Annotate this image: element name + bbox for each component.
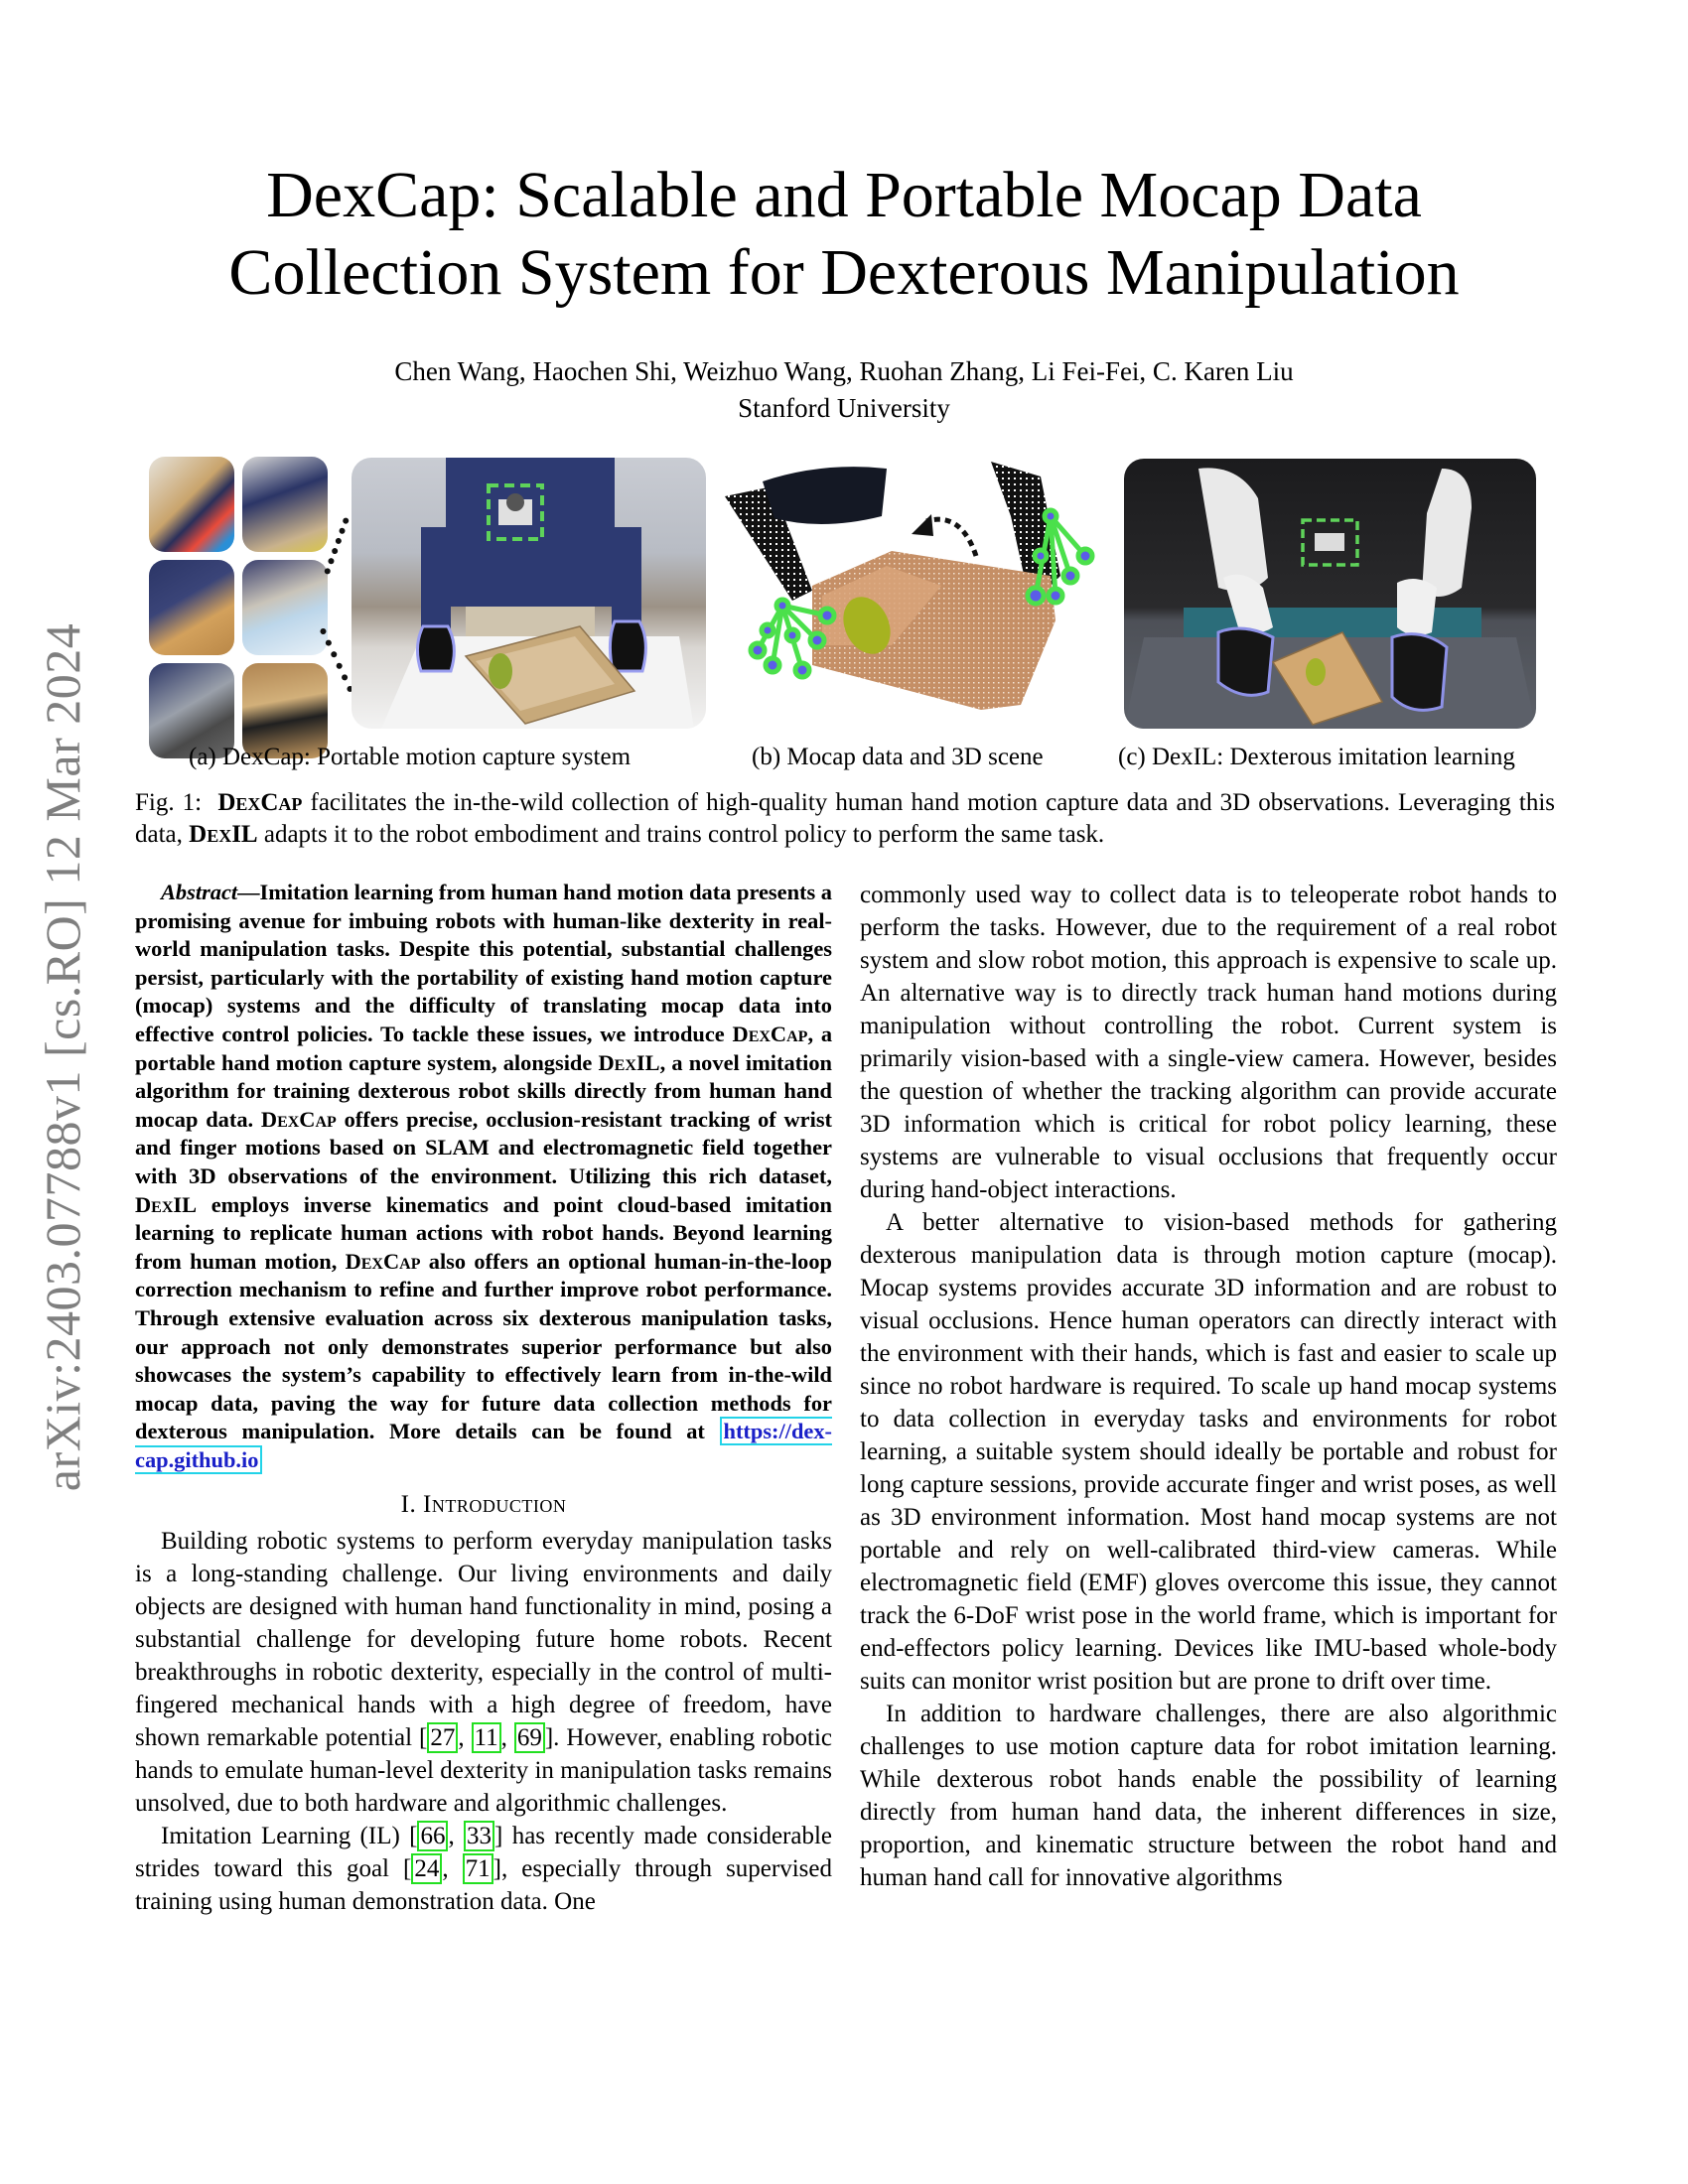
right-paragraph-3: In addition to hardware challenges, there are also algorithmic challenges to use motion capture data for robot imitation learning. While dexterous robot hands enable the possibility of learning directly from human hand data, the inherent differences in size, proportion, and kinematic structure between the robot hand and human hand call for innovative algorithms [860, 1701, 1557, 1891]
intro-paragraph-2: Imitation Learning (IL) [ 66 , 33 ] has recently made considerable strides toward this goal [ 24 , 71 ], especially through supervised training using human demonstration data. One [135, 1823, 833, 1916]
panel-b-pointcloud-scene [713, 457, 1120, 730]
paragraph-text: Imitation Learning (IL) [ [161, 1823, 418, 1850]
system-name: DexCap [732, 1021, 808, 1046]
system-name: DexCap [217, 789, 303, 816]
citation-link[interactable]: 33 [464, 1821, 494, 1851]
abstract-text: , a novel imitation algorithm for training dexterous robot skills directly from human hand mocap data. [135, 1049, 832, 1132]
citation-link[interactable]: 24 [411, 1853, 442, 1884]
panel-c-robot-photo [1124, 459, 1536, 729]
subcaption-a: (a) DexCap: Portable motion capture system [189, 744, 632, 770]
abstract-text: Imitation learning from human hand motion data presents a promising avenue for imbuing robots with human-like dexterity in real-world manipulation tasks. Despite this potential, substantial challenges persist, particularly with the portability of existing hand motion capture (mocap) systems and the difficulty of translating mocap data into effective control policies. To tackle these issues, we introduce [135, 880, 832, 1046]
section-number: I. [400, 1491, 417, 1519]
thumbnail-photo [242, 560, 328, 655]
thumbnail-photo [149, 457, 234, 552]
arxiv-identifier-stamp [28, 556, 97, 1559]
subcaption-b: (b) Mocap data and 3D scene [752, 744, 1044, 770]
section-heading-introduction [135, 1488, 832, 1521]
author-list: Chen Wang, Haochen Shi, Weizhuo Wang, Ruohan Zhang, Li Fei-Fei, C. Karen Liu [394, 356, 1294, 386]
arxiv-stamp-text: arXiv:2403.07788v1 [cs.RO] 12 Mar 2024 [35, 622, 91, 1492]
section-title: Introduction [423, 1491, 567, 1519]
bimanual-robot-illustration [1124, 459, 1536, 729]
mocap-pointcloud-illustration [713, 457, 1120, 730]
right-paragraph-2: A better alternative to vision-based methods for gathering dexterous manipulation data is through motion capture (mocap). Mocap systems provides accurate 3D information and are robust to visual occlusions. Hence human operators can directly interact with the environment with their hands, which is fast and easier to scale up since no robot hardware is required. To scale up hand mocap systems to data collection in everyday tasks and environments for robot learning, a suitable system should ideally be portable and robust for long capture sessions, provide accurate finger and wrist poses, as well as 3D environment information. Most hand mocap systems are not portable and rely on well-calibrated third-view cameras. While electromagnetic field (EMF) gloves overcome this issue, they cannot track the 6-DoF wrist pose in the world frame, which is important for end-effectors policy learning. Devices like IMU-based whole-body suits can monitor wrist position but are prone to drift over time. [860, 1209, 1557, 1695]
right-column [860, 879, 1557, 1894]
citation-link[interactable]: 71 [463, 1853, 493, 1884]
thumbnail-photo [242, 457, 328, 552]
thumbnail-photo [149, 560, 234, 655]
person-with-mocap-gloves-illustration [352, 458, 706, 729]
algorithm-name: DexIL [135, 1191, 198, 1217]
citation-link[interactable]: 27 [427, 1722, 458, 1753]
paragraph-text: Building robotic systems to perform everyday manipulation tasks is a long-standing challenge. Our living environments and daily objects are designed with human hand functionality in mind, posing a substantial challenge for developing future home robots. Recent breakthroughs in robotic dexterity, especially in the control of multi-fingered mechanical hands with a high degree of freedom, have shown remarkable potential [ [135, 1528, 832, 1752]
paper-title [149, 157, 1539, 312]
caption-text: adapts it to the robot embodiment and trains control policy to perform the same task. [257, 821, 1105, 848]
system-name: DexCap [345, 1248, 421, 1274]
caption-text: facilitates the in-the-wild collection of high-quality human hand motion capture data and 3D observations. Leveraging this data, [135, 789, 1556, 848]
affiliation: Stanford University [738, 393, 950, 423]
left-column [135, 879, 832, 1918]
paragraph-text: ], especially through supervised training using human demonstration data. One [135, 1855, 833, 1916]
abstract-dash: — [237, 880, 260, 904]
right-paragraph-1: commonly used way to collect data is to teleoperate robot hands to perform the tasks. However, due to the requirement of a real robot system and slow robot motion, this approach is expensive to scale up. An alternative way is to directly track human hand motions during manipulation without controlling the robot. Current system is primarily vision-based with a single-view camera. However, besides the question of whether the tracking algorithm can provide accurate 3D information which is critical for robot policy learning, these systems are vulnerable to visual occlusions that frequently occur during hand-object interactions. [860, 882, 1557, 1203]
figure-caption [135, 787, 1555, 851]
figure-label: Fig. 1: [135, 789, 203, 816]
panel-a-main-photo [352, 458, 706, 729]
citation-link[interactable]: 11 [472, 1722, 501, 1753]
abstract-text: employs inverse kinematics and point cloud-based imitation learning to replicate human actions with robot hands. Beyond learning from human motion, [135, 1191, 832, 1274]
citation-link[interactable]: 66 [417, 1821, 448, 1851]
abstract-text: offers precise, occlusion-resistant tracking of wrist and finger motions based on SLAM and electromagnetic field together with 3D observations of the environment. Utilizing this rich dataset, [135, 1106, 833, 1188]
algorithm-name: DexIL [189, 821, 258, 848]
figure-1 [149, 457, 1549, 735]
title-line-2: Collection System for Dexterous Manipulation [228, 236, 1460, 309]
subcaption-c: (c) DexIL: Dexterous imitation learning [1118, 744, 1515, 770]
abstract-text: also offers an optional human-in-the-loop correction mechanism to refine and further improve robot performance. Through extensive evaluation across six dexterous manipulation tasks, our approach not only demonstrates superior performance but also showcases the system’s capability to effectively learn from in-the-wild mocap data, paving the way for future data collection methods for dexterous manipulation. More details can be found at [135, 1248, 832, 1444]
citation-link[interactable]: 69 [514, 1722, 545, 1753]
paragraph-text: ] has recently made considerable strides toward this goal [ [135, 1823, 832, 1883]
project-website-link[interactable]: https://dex-cap.github.io [135, 1419, 832, 1472]
intro-paragraph-1: Building robotic systems to perform everyday manipulation tasks is a long-standing challenge. Our living environments and daily objects are designed with human hand functionality in mind, posing a substantial challenge for developing future home robots. Recent breakthroughs in robotic dexterity, especially in the control of multi-fingered mechanical hands with a high degree of freedom, have shown remarkable potential [ 27 , 11 , 69 ]. However, enabling robotic hands to emulate human-level dexterity in manipulation tasks remains unsolved, due to both hardware and algorithmic challenges. [135, 1528, 833, 1818]
paragraph-text: ]. However, enabling robotic hands to emulate human-level dexterity in manipulation tasks remains unsolved, due to both hardware and algorithmic challenges. [135, 1724, 833, 1818]
title-line-1: DexCap: Scalable and Portable Mocap Data [266, 159, 1422, 231]
abstract-label: Abstract [161, 880, 238, 904]
abstract [135, 879, 832, 1474]
algorithm-name: DexIL [598, 1049, 660, 1075]
system-name: DexCap [260, 1106, 337, 1132]
abstract-text: , a portable hand motion capture system, alongside [135, 1021, 833, 1075]
